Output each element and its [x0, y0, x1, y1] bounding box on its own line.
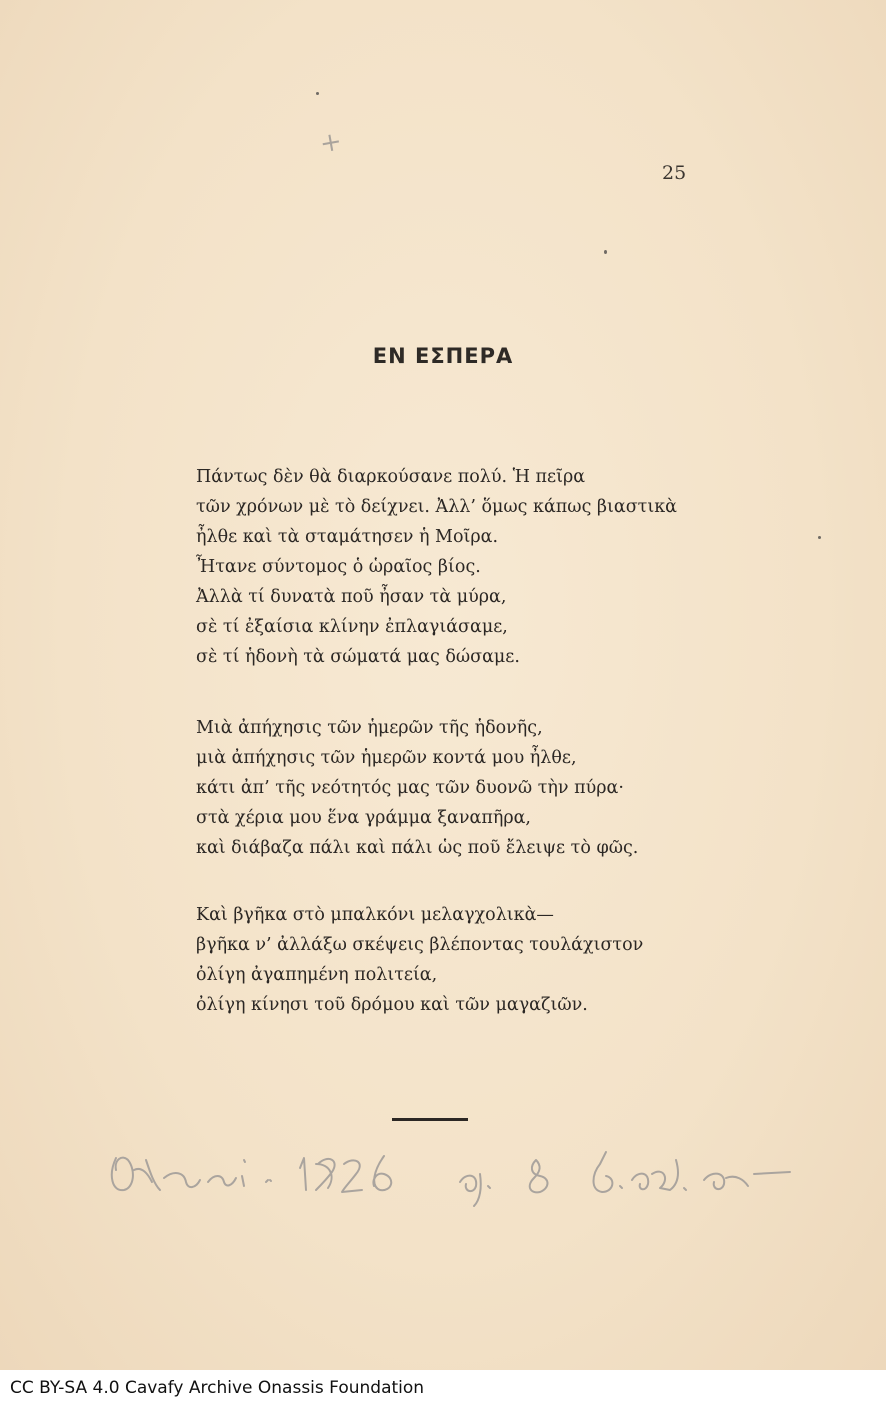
pencil-cross-mark: +	[317, 126, 345, 160]
ink-speck	[316, 92, 319, 95]
poem-line: κάτι ἀπ’ τῆς νεότητός μας τῶν δυονῶ τὴν πύρα·	[196, 778, 624, 798]
license-credit: CC BY-SA 4.0 Cavafy Archive Onassis Foundation	[10, 1378, 425, 1398]
poem-line: Ἦτανε σύντομος ὁ ὡραῖος βίος.	[196, 557, 481, 577]
poem-line: τῶν χρόνων μὲ τὸ δείχνει. Ἀλλ’ ὅμως κάπως βιαστικὰ	[196, 497, 677, 517]
poem-line: Μιὰ ἀπήχησις τῶν ἡμερῶν τῆς ἡδονῆς,	[196, 718, 543, 738]
poem-line: ὀλίγη ἀγαπημένη πολιτεία,	[196, 965, 438, 985]
ink-speck	[604, 250, 607, 254]
poem-stanza-2	[196, 713, 638, 863]
end-rule	[392, 1118, 468, 1121]
poem-line: βγῆκα ν’ ἀλλάξω σκέψεις βλέποντας τουλάχιστον	[196, 935, 644, 955]
poem-line: καὶ διάβαζα πάλι καὶ πάλι ὡς ποῦ ἔλειψε τὸ φῶς.	[196, 838, 639, 858]
handwriting-drawing	[104, 1130, 794, 1210]
poem-line: ὀλίγη κίνησι τοῦ δρόμου καὶ τῶν μαγαζιῶν.	[196, 995, 588, 1015]
poem-line: σὲ τί ἐξαίσια κλίνην ἐπλαγιάσαμε,	[196, 617, 508, 637]
ink-speck	[818, 536, 821, 539]
poem-line: Καὶ βγῆκα στὸ μπαλκόνι μελαγχολικὰ—	[196, 905, 554, 925]
poem-line: ἦλθε καὶ τὰ σταμάτησεν ἡ Μοῖρα.	[196, 527, 499, 547]
poem-line: στὰ χέρια μου ἕνα γράμμα ξαναπῆρα,	[196, 808, 531, 828]
poem-line: Πάντως δὲν θὰ διαρκούσανε πολύ. Ἡ πεῖρα	[196, 467, 586, 487]
page-number: 25	[662, 162, 687, 184]
poem-line: Ἀλλὰ τί δυνατὰ ποῦ ἦσαν τὰ μύρα,	[196, 587, 507, 607]
poem-title: ΕΝ ΕΣΠΕΡΑ	[372, 344, 514, 368]
poem-line: μιὰ ἀπήχησις τῶν ἡμερῶν κοντά μου ἦλθε,	[196, 748, 577, 768]
handwritten-pencil-note	[104, 1130, 794, 1210]
poem-line: σὲ τί ἡδονὴ τὰ σώματά μας δώσαμε.	[196, 647, 520, 667]
poem-stanza-1	[196, 462, 677, 672]
poem-stanza-3	[196, 900, 643, 1020]
